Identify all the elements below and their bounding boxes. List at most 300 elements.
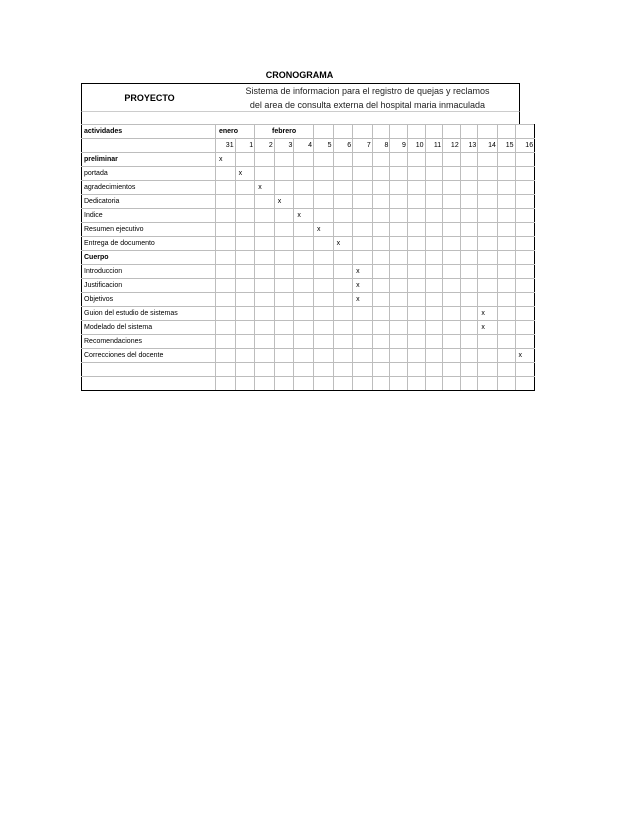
schedule-cell bbox=[372, 195, 390, 209]
schedule-cell bbox=[255, 279, 275, 293]
schedule-mark: x bbox=[515, 349, 535, 363]
schedule-cell bbox=[235, 293, 255, 307]
schedule-cell bbox=[274, 181, 294, 195]
schedule-cell bbox=[372, 265, 390, 279]
schedule-cell bbox=[294, 293, 314, 307]
schedule-cell bbox=[216, 363, 236, 377]
activity-row bbox=[82, 167, 535, 181]
schedule-cell bbox=[333, 153, 353, 167]
schedule-mark: x bbox=[235, 167, 255, 181]
schedule-cell bbox=[497, 181, 515, 195]
schedule-cell bbox=[390, 195, 408, 209]
schedule-cell bbox=[425, 237, 443, 251]
schedule-cell bbox=[235, 209, 255, 223]
schedule-cell bbox=[515, 153, 535, 167]
schedule-cell bbox=[390, 209, 408, 223]
schedule-cell bbox=[255, 195, 275, 209]
schedule-cell bbox=[274, 349, 294, 363]
schedule-cell bbox=[274, 223, 294, 237]
schedule-cell bbox=[235, 223, 255, 237]
schedule-cell bbox=[443, 293, 461, 307]
activity-row bbox=[82, 153, 535, 167]
schedule-cell bbox=[274, 153, 294, 167]
schedule-cell bbox=[313, 307, 333, 321]
schedule-cell bbox=[425, 223, 443, 237]
schedule-cell bbox=[255, 307, 275, 321]
schedule-cell bbox=[443, 363, 461, 377]
activity-label: Correcciones del docente bbox=[82, 349, 216, 363]
schedule-cell bbox=[478, 195, 498, 209]
schedule-cell bbox=[443, 223, 461, 237]
schedule-cell bbox=[216, 293, 236, 307]
project-header bbox=[81, 83, 520, 112]
schedule-cell bbox=[515, 209, 535, 223]
schedule-cell bbox=[294, 181, 314, 195]
schedule-cell bbox=[425, 335, 443, 349]
schedule-cell bbox=[460, 307, 478, 321]
schedule-cell bbox=[216, 265, 236, 279]
schedule-cell bbox=[497, 153, 515, 167]
schedule-cell bbox=[425, 195, 443, 209]
day-cell: 2 bbox=[255, 139, 275, 153]
page-title: CRONOGRAMA bbox=[265, 70, 334, 80]
schedule-cell bbox=[425, 307, 443, 321]
schedule-cell bbox=[313, 237, 333, 251]
activity-row bbox=[82, 279, 535, 293]
schedule-cell bbox=[235, 265, 255, 279]
schedule-cell bbox=[407, 307, 425, 321]
schedule-cell bbox=[255, 209, 275, 223]
schedule-cell bbox=[407, 377, 425, 391]
schedule-cell bbox=[353, 167, 373, 181]
schedule-cell bbox=[497, 363, 515, 377]
activities-header: actividades bbox=[82, 125, 216, 139]
schedule-cell bbox=[390, 349, 408, 363]
activity-row bbox=[82, 209, 535, 223]
schedule-cell bbox=[313, 209, 333, 223]
day-cell: 5 bbox=[313, 139, 333, 153]
schedule-cell bbox=[390, 279, 408, 293]
schedule-mark: x bbox=[216, 153, 236, 167]
schedule-cell bbox=[353, 321, 373, 335]
schedule-cell bbox=[372, 307, 390, 321]
schedule-cell bbox=[515, 195, 535, 209]
schedule-cell bbox=[497, 307, 515, 321]
schedule-cell bbox=[443, 321, 461, 335]
schedule-cell bbox=[372, 293, 390, 307]
schedule-cell bbox=[478, 237, 498, 251]
schedule-mark: x bbox=[313, 223, 333, 237]
activity-label bbox=[82, 363, 216, 377]
schedule-cell bbox=[407, 363, 425, 377]
schedule-cell bbox=[515, 223, 535, 237]
schedule-cell bbox=[333, 363, 353, 377]
schedule-mark: x bbox=[294, 209, 314, 223]
schedule-cell bbox=[333, 321, 353, 335]
day-cell: 7 bbox=[353, 139, 373, 153]
activity-label: Indice bbox=[82, 209, 216, 223]
activity-label: Dedicatoria bbox=[82, 195, 216, 209]
activity-label: Resumen ejecutivo bbox=[82, 223, 216, 237]
activity-label: Recomendaciones bbox=[82, 335, 216, 349]
schedule-cell bbox=[255, 237, 275, 251]
schedule-cell bbox=[478, 335, 498, 349]
schedule-cell bbox=[372, 349, 390, 363]
schedule-cell bbox=[216, 377, 236, 391]
schedule-cell bbox=[390, 181, 408, 195]
schedule-cell bbox=[216, 181, 236, 195]
schedule-cell bbox=[333, 223, 353, 237]
schedule-cell bbox=[255, 335, 275, 349]
schedule-cell bbox=[353, 153, 373, 167]
schedule-cell bbox=[443, 349, 461, 363]
schedule-cell bbox=[216, 195, 236, 209]
project-label: PROYECTO bbox=[124, 93, 175, 103]
schedule-cell bbox=[478, 265, 498, 279]
schedule-cell bbox=[216, 349, 236, 363]
schedule-cell bbox=[460, 223, 478, 237]
month-febrero: febrero bbox=[255, 125, 314, 139]
schedule-cell bbox=[313, 153, 333, 167]
schedule-cell bbox=[390, 293, 408, 307]
schedule-cell bbox=[497, 195, 515, 209]
schedule-cell bbox=[235, 251, 255, 265]
schedule-cell bbox=[478, 251, 498, 265]
schedule-cell bbox=[255, 153, 275, 167]
schedule-cell bbox=[443, 251, 461, 265]
schedule-cell bbox=[390, 377, 408, 391]
schedule-cell bbox=[443, 307, 461, 321]
schedule-cell bbox=[425, 293, 443, 307]
schedule-cell bbox=[478, 167, 498, 181]
activity-row bbox=[82, 195, 535, 209]
activity-row bbox=[82, 377, 535, 391]
day-cell: 13 bbox=[460, 139, 478, 153]
schedule-cell bbox=[425, 209, 443, 223]
day-cell: 14 bbox=[478, 139, 498, 153]
schedule-cell bbox=[372, 279, 390, 293]
schedule-cell bbox=[235, 153, 255, 167]
schedule-cell bbox=[407, 265, 425, 279]
schedule-cell bbox=[497, 335, 515, 349]
schedule-cell bbox=[313, 251, 333, 265]
schedule-cell bbox=[407, 209, 425, 223]
schedule-cell bbox=[274, 237, 294, 251]
schedule-cell bbox=[294, 251, 314, 265]
activity-row bbox=[82, 265, 535, 279]
schedule-cell bbox=[497, 321, 515, 335]
schedule-cell bbox=[372, 335, 390, 349]
schedule-cell bbox=[372, 181, 390, 195]
schedule-cell bbox=[235, 363, 255, 377]
schedule-cell bbox=[515, 335, 535, 349]
schedule-cell bbox=[235, 321, 255, 335]
schedule-cell bbox=[478, 349, 498, 363]
activity-row bbox=[82, 307, 535, 321]
schedule-cell bbox=[390, 223, 408, 237]
schedule-cell bbox=[216, 223, 236, 237]
schedule-cell bbox=[294, 363, 314, 377]
schedule-mark: x bbox=[353, 293, 373, 307]
schedule-cell bbox=[497, 279, 515, 293]
schedule-cell bbox=[274, 321, 294, 335]
activity-row bbox=[82, 321, 535, 335]
schedule-cell bbox=[372, 363, 390, 377]
activity-label bbox=[82, 377, 216, 391]
schedule-cell bbox=[460, 195, 478, 209]
day-cell: 9 bbox=[390, 139, 408, 153]
schedule-cell bbox=[407, 153, 425, 167]
schedule-cell bbox=[460, 265, 478, 279]
schedule-cell bbox=[425, 251, 443, 265]
schedule-cell bbox=[255, 363, 275, 377]
spacer-row bbox=[81, 111, 520, 125]
schedule-cell bbox=[333, 377, 353, 391]
project-description-line2: del area de consulta externa del hospital maria inmaculada bbox=[249, 100, 486, 110]
schedule-cell bbox=[313, 349, 333, 363]
activity-label: Justificacion bbox=[82, 279, 216, 293]
schedule-cell bbox=[390, 335, 408, 349]
schedule-cell bbox=[216, 321, 236, 335]
schedule-cell bbox=[235, 237, 255, 251]
schedule-cell bbox=[255, 377, 275, 391]
activity-label: Cuerpo bbox=[82, 251, 216, 265]
schedule-cell bbox=[515, 237, 535, 251]
schedule-cell bbox=[460, 335, 478, 349]
schedule-cell bbox=[216, 251, 236, 265]
schedule-cell bbox=[478, 293, 498, 307]
schedule-cell bbox=[255, 251, 275, 265]
activity-row bbox=[82, 251, 535, 265]
schedule-cell bbox=[274, 279, 294, 293]
schedule-cell bbox=[497, 265, 515, 279]
schedule-mark: x bbox=[255, 181, 275, 195]
schedule-cell bbox=[515, 181, 535, 195]
schedule-cell bbox=[515, 251, 535, 265]
activity-label: Introduccion bbox=[82, 265, 216, 279]
schedule-cell bbox=[460, 349, 478, 363]
schedule-cell bbox=[255, 223, 275, 237]
activity-label: Objetivos bbox=[82, 293, 216, 307]
schedule-cell bbox=[274, 377, 294, 391]
schedule-cell bbox=[390, 265, 408, 279]
schedule-cell bbox=[515, 377, 535, 391]
schedule-cell bbox=[443, 195, 461, 209]
schedule-cell bbox=[390, 251, 408, 265]
schedule-cell bbox=[407, 181, 425, 195]
schedule-cell bbox=[443, 265, 461, 279]
activity-row bbox=[82, 349, 535, 363]
schedule-cell bbox=[313, 321, 333, 335]
day-cell: 16 bbox=[515, 139, 535, 153]
schedule-cell bbox=[460, 279, 478, 293]
schedule-cell bbox=[294, 153, 314, 167]
schedule-cell bbox=[313, 363, 333, 377]
schedule-cell bbox=[313, 293, 333, 307]
schedule-cell bbox=[294, 335, 314, 349]
schedule-cell bbox=[274, 293, 294, 307]
schedule-cell bbox=[333, 195, 353, 209]
schedule-cell bbox=[460, 251, 478, 265]
schedule-cell bbox=[443, 335, 461, 349]
days-row bbox=[82, 139, 535, 153]
schedule-cell bbox=[353, 223, 373, 237]
day-cell: 11 bbox=[425, 139, 443, 153]
schedule-cell bbox=[515, 307, 535, 321]
schedule-cell bbox=[443, 237, 461, 251]
day-cell: 1 bbox=[235, 139, 255, 153]
schedule-cell bbox=[515, 167, 535, 181]
schedule-cell bbox=[294, 223, 314, 237]
schedule-cell bbox=[497, 209, 515, 223]
schedule-cell bbox=[372, 251, 390, 265]
day-cell: 15 bbox=[497, 139, 515, 153]
schedule-cell bbox=[216, 279, 236, 293]
schedule-cell bbox=[294, 195, 314, 209]
schedule-cell bbox=[443, 209, 461, 223]
schedule-mark: x bbox=[478, 321, 498, 335]
activity-row bbox=[82, 335, 535, 349]
schedule-cell bbox=[497, 223, 515, 237]
schedule-cell bbox=[216, 335, 236, 349]
schedule-cell bbox=[407, 251, 425, 265]
project-description bbox=[217, 84, 518, 112]
schedule-cell bbox=[407, 279, 425, 293]
schedule-cell bbox=[407, 223, 425, 237]
schedule-cell bbox=[353, 209, 373, 223]
schedule-cell bbox=[235, 377, 255, 391]
schedule-cell bbox=[313, 377, 333, 391]
schedule-cell bbox=[333, 265, 353, 279]
schedule-cell bbox=[313, 181, 333, 195]
schedule-cell bbox=[294, 279, 314, 293]
day-cell: 6 bbox=[333, 139, 353, 153]
schedule-cell bbox=[235, 335, 255, 349]
schedule-cell bbox=[460, 153, 478, 167]
schedule-cell bbox=[216, 167, 236, 181]
header-row bbox=[82, 125, 535, 139]
schedule-mark: x bbox=[353, 279, 373, 293]
schedule-cell bbox=[372, 321, 390, 335]
schedule-cell bbox=[478, 223, 498, 237]
schedule-cell bbox=[274, 335, 294, 349]
schedule-cell bbox=[425, 377, 443, 391]
schedule-cell bbox=[216, 209, 236, 223]
schedule-cell bbox=[333, 251, 353, 265]
schedule-mark: x bbox=[353, 265, 373, 279]
day-cell: 8 bbox=[372, 139, 390, 153]
schedule-cell bbox=[294, 377, 314, 391]
schedule-cell bbox=[478, 153, 498, 167]
activity-label: agradecimientos bbox=[82, 181, 216, 195]
schedule-cell bbox=[372, 209, 390, 223]
schedule-cell bbox=[235, 195, 255, 209]
schedule-cell bbox=[497, 349, 515, 363]
schedule-cell bbox=[460, 209, 478, 223]
schedule-cell bbox=[390, 167, 408, 181]
day-cell: 4 bbox=[294, 139, 314, 153]
schedule-cell bbox=[294, 265, 314, 279]
schedule-cell bbox=[460, 321, 478, 335]
day-cell: 3 bbox=[274, 139, 294, 153]
schedule-cell bbox=[216, 237, 236, 251]
schedule-cell bbox=[407, 349, 425, 363]
schedule-cell bbox=[372, 377, 390, 391]
schedule-cell bbox=[294, 237, 314, 251]
schedule-cell bbox=[478, 363, 498, 377]
schedule-cell bbox=[313, 335, 333, 349]
schedule-cell bbox=[235, 279, 255, 293]
schedule-cell bbox=[443, 153, 461, 167]
schedule-cell bbox=[372, 237, 390, 251]
schedule-cell bbox=[478, 279, 498, 293]
schedule-mark: x bbox=[274, 195, 294, 209]
schedule-cell bbox=[313, 279, 333, 293]
schedule-cell bbox=[353, 251, 373, 265]
schedule-cell bbox=[235, 181, 255, 195]
schedule-cell bbox=[390, 363, 408, 377]
schedule-cell bbox=[425, 181, 443, 195]
schedule-cell bbox=[353, 237, 373, 251]
schedule-cell bbox=[372, 167, 390, 181]
schedule-cell bbox=[460, 167, 478, 181]
schedule-cell bbox=[515, 363, 535, 377]
schedule-cell bbox=[294, 307, 314, 321]
schedule-cell bbox=[425, 167, 443, 181]
activity-row bbox=[82, 363, 535, 377]
schedule-cell bbox=[390, 153, 408, 167]
schedule-cell bbox=[333, 167, 353, 181]
schedule-cell bbox=[235, 307, 255, 321]
schedule-cell bbox=[333, 307, 353, 321]
activity-row bbox=[82, 237, 535, 251]
schedule-cell bbox=[425, 153, 443, 167]
schedule-cell bbox=[460, 293, 478, 307]
schedule-cell bbox=[274, 363, 294, 377]
schedule-cell bbox=[353, 363, 373, 377]
schedule-cell bbox=[478, 181, 498, 195]
schedule-cell bbox=[478, 209, 498, 223]
schedule-cell bbox=[443, 377, 461, 391]
schedule-cell bbox=[407, 195, 425, 209]
project-description-line1: Sistema de informacion para el registro de quejas y reclamos bbox=[245, 86, 490, 96]
schedule-cell bbox=[425, 265, 443, 279]
schedule-cell bbox=[425, 321, 443, 335]
schedule-cell bbox=[372, 223, 390, 237]
schedule-cell bbox=[274, 209, 294, 223]
schedule-cell bbox=[443, 279, 461, 293]
schedule-cell bbox=[460, 181, 478, 195]
schedule-cell bbox=[255, 265, 275, 279]
schedule-cell bbox=[497, 251, 515, 265]
day-cell: 12 bbox=[443, 139, 461, 153]
schedule-cell bbox=[255, 321, 275, 335]
schedule-cell bbox=[294, 321, 314, 335]
schedule-cell bbox=[407, 237, 425, 251]
activity-label: portada bbox=[82, 167, 216, 181]
activity-label: Guion del estudio de sistemas bbox=[82, 307, 216, 321]
schedule-cell bbox=[333, 349, 353, 363]
schedule-cell bbox=[407, 167, 425, 181]
activity-label: Entrega de documento bbox=[82, 237, 216, 251]
schedule-cell bbox=[255, 349, 275, 363]
schedule-cell bbox=[515, 265, 535, 279]
schedule-cell bbox=[353, 349, 373, 363]
schedule-cell bbox=[274, 251, 294, 265]
schedule-cell bbox=[274, 307, 294, 321]
schedule-cell bbox=[274, 167, 294, 181]
schedule-cell bbox=[372, 153, 390, 167]
